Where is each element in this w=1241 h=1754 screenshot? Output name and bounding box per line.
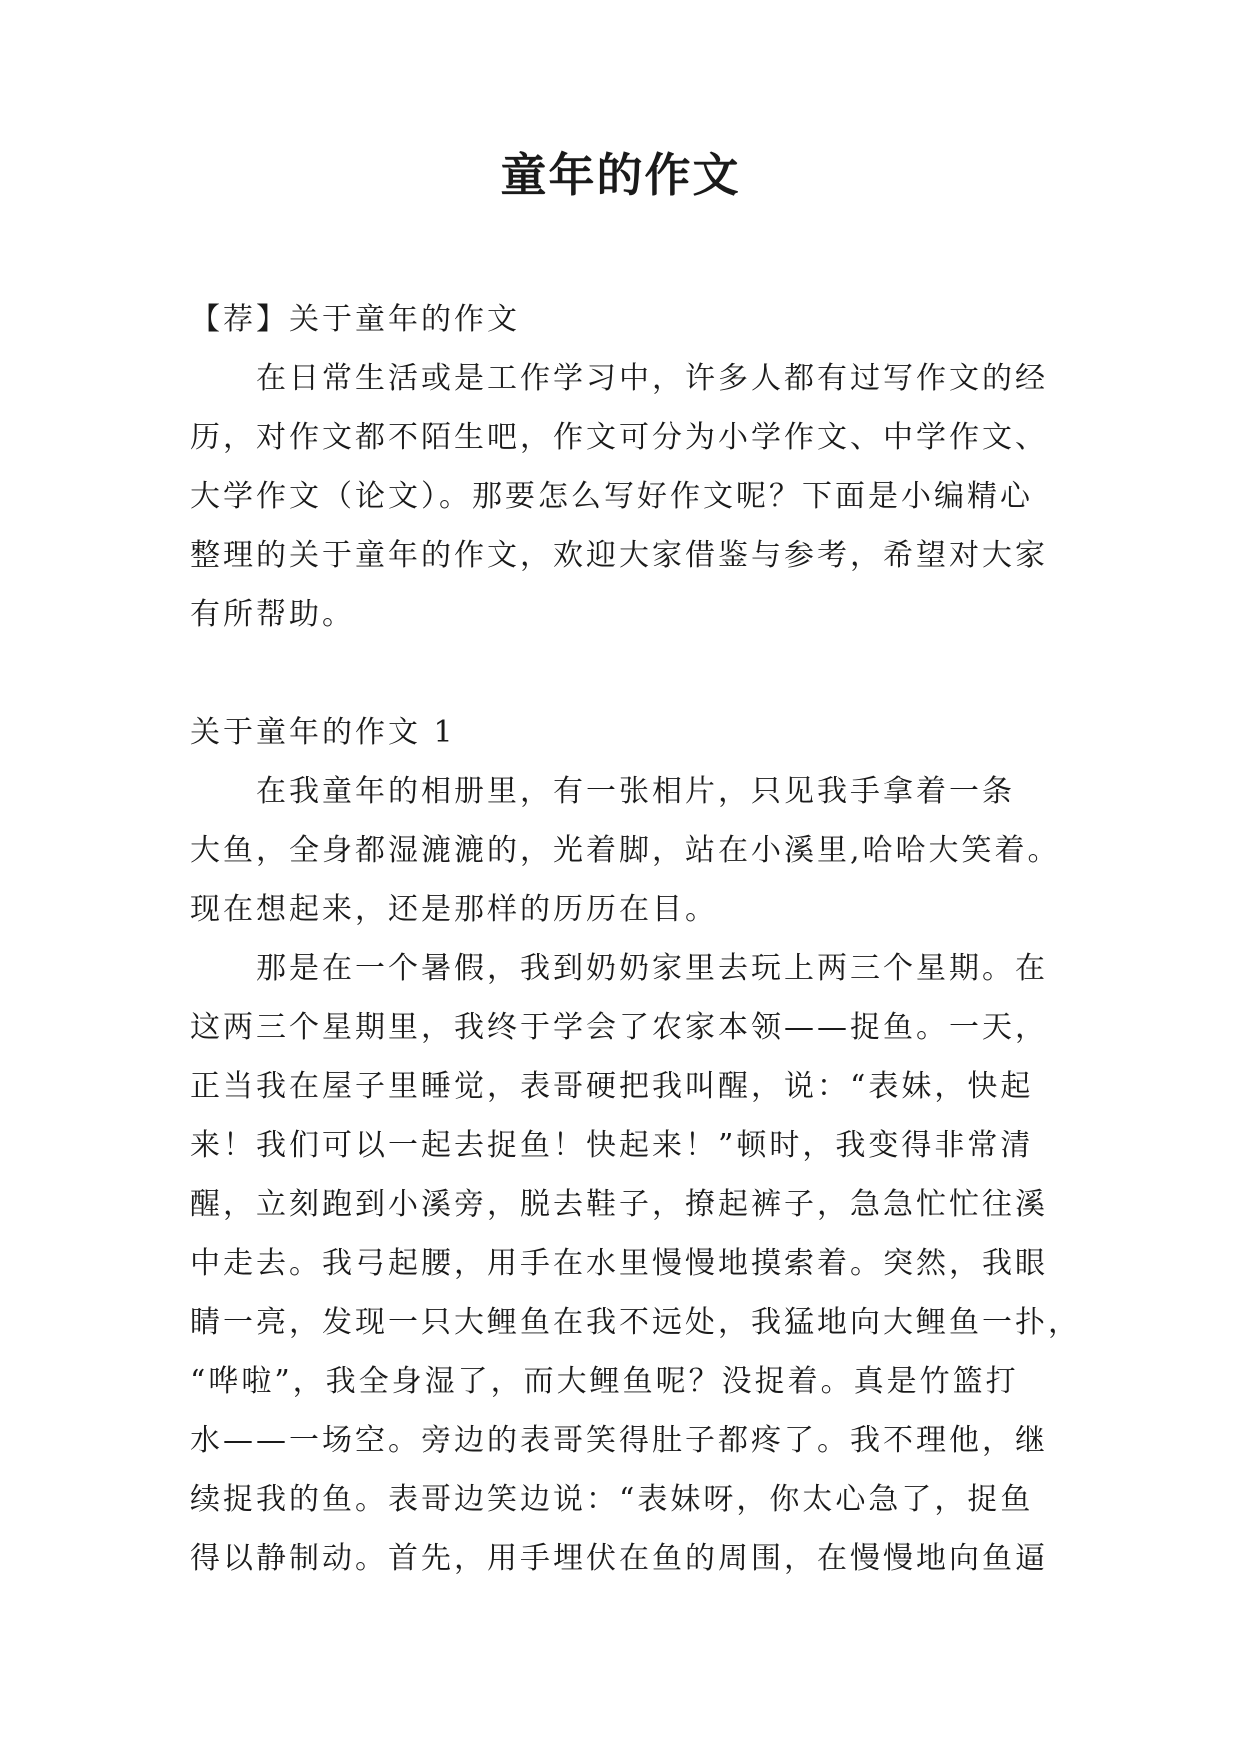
paragraph-line: 大鱼，全身都湿漉漉的，光着脚，站在小溪里,哈哈大笑着。	[190, 833, 1061, 868]
paragraph-line: 来！我们可以一起去捉鱼！快起来！”顿时，我变得非常清	[190, 1128, 1034, 1163]
paragraph-line: 中走去。我弓起腰，用手在水里慢慢地摸索着。突然，我眼	[190, 1246, 1048, 1281]
paragraph-line: 【荐】关于童年的作文	[190, 302, 520, 337]
paragraph-line: 大学作文（论文）。那要怎么写好作文呢？下面是小编精心	[190, 479, 1033, 514]
document-body	[190, 290, 1081, 1588]
document-title: 童年的作文	[500, 148, 741, 202]
blank-line	[190, 644, 1070, 703]
paragraph-line: 整理的关于童年的作文，欢迎大家借鉴与参考，希望对大家	[190, 538, 1048, 573]
paragraph-line: 醒，立刻跑到小溪旁，脱去鞋子，撩起裤子，急急忙忙往溪	[190, 1187, 1048, 1222]
paragraph-line: 得以静制动。首先，用手埋伏在鱼的周围，在慢慢地向鱼逼	[190, 1541, 1048, 1576]
paragraph-line: “哗啦”，我全身湿了，而大鲤鱼呢？没捉着。真是竹篮打	[190, 1364, 1019, 1399]
paragraph-line: 这两三个星期里，我终于学会了农家本领——捉鱼。一天，	[190, 1010, 1048, 1045]
paragraph-line: 那是在一个暑假，我到奶奶家里去玩上两三个星期。在	[190, 951, 1048, 986]
paragraph-line: 睛一亮，发现一只大鲤鱼在我不远处，我猛地向大鲤鱼一扑，	[190, 1305, 1081, 1340]
paragraph-line: 水——一场空。旁边的表哥笑得肚子都疼了。我不理他，继	[190, 1423, 1048, 1458]
paragraph-line: 历，对作文都不陌生吧，作文可分为小学作文、中学作文、	[190, 420, 1048, 455]
paragraph-line: 在日常生活或是工作学习中，许多人都有过写作文的经	[190, 361, 1048, 396]
paragraph-line: 有所帮助。	[190, 597, 355, 632]
paragraph-line: 现在想起来，还是那样的历历在目。	[190, 892, 718, 927]
section-heading: 关于童年的作文 1	[190, 715, 456, 750]
paragraph-line: 在我童年的相册里，有一张相片，只见我手拿着一条	[190, 774, 1015, 809]
paragraph-line: 续捉我的鱼。表哥边笑边说：“表妹呀，你太心急了，捉鱼	[190, 1482, 1034, 1517]
paragraph-line: 正当我在屋子里睡觉，表哥硬把我叫醒，说：“表妹，快起	[190, 1069, 1034, 1104]
